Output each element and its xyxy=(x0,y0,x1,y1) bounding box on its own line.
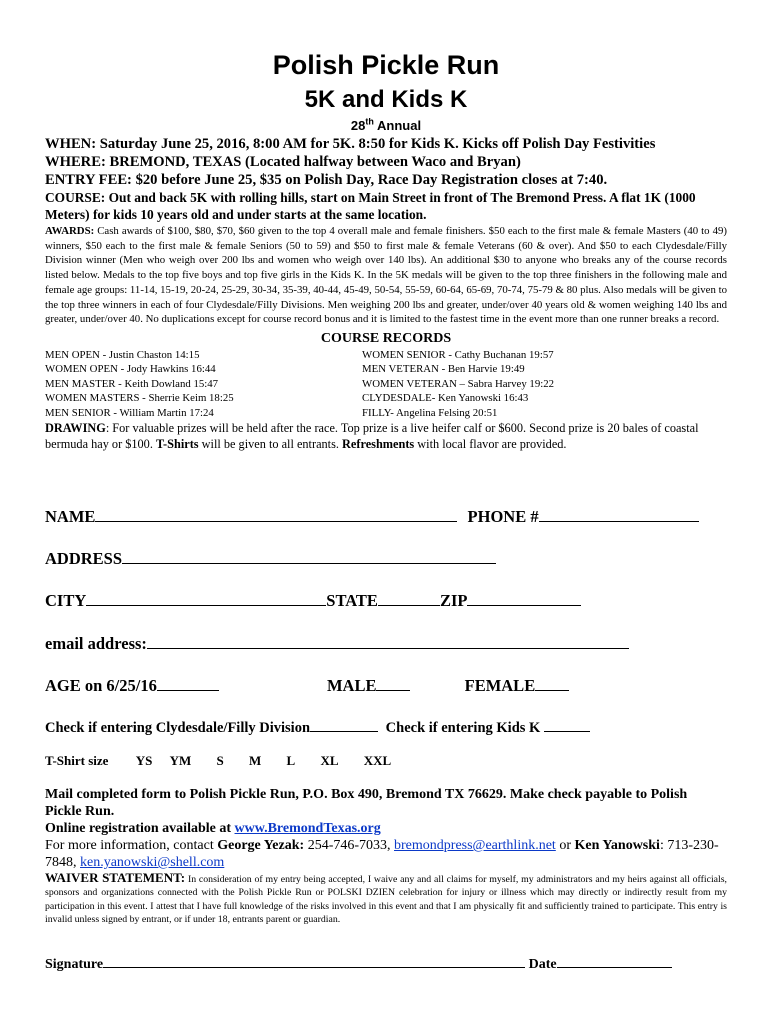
record-item: FILLY- Angelina Felsing 20:51 xyxy=(362,406,498,419)
male-field[interactable] xyxy=(376,675,410,691)
annual-label: 28th Annual xyxy=(350,116,422,133)
address-row xyxy=(45,548,496,569)
date-field[interactable] xyxy=(557,955,672,968)
state-field[interactable] xyxy=(378,590,440,606)
age-field[interactable] xyxy=(157,675,219,691)
size-option-ys[interactable]: YS xyxy=(135,753,153,768)
kidsk-label: Check if entering Kids K xyxy=(385,720,541,736)
records-left-column xyxy=(45,348,362,421)
record-item: WOMEN OPEN - Jody Hawkins 16:44 xyxy=(45,363,216,376)
page-title: Polish Pickle Run xyxy=(272,50,500,80)
signature-row xyxy=(45,955,672,973)
state-label: STATE xyxy=(326,591,378,610)
entry-form-page xyxy=(45,48,727,972)
email-field[interactable] xyxy=(147,633,629,649)
clydesdale-checkbox[interactable] xyxy=(310,716,378,732)
zip-label: ZIP xyxy=(439,591,468,610)
record-item: WOMEN VETERAN – Sabra Harvey 19:22 xyxy=(362,377,555,390)
record-item: MEN OPEN - Justin Chaston 14:15 xyxy=(45,348,200,361)
where-line: WHERE: BREMOND, TEXAS (Located halfway between Waco and Bryan) xyxy=(45,154,521,170)
size-option-ym[interactable]: YM xyxy=(169,753,192,768)
signature-field[interactable] xyxy=(103,955,525,968)
course-records xyxy=(45,348,727,421)
drawing-paragraph: DRAWING: For valuable prizes will be held after the race. Top prize is a live heifer calf or $600. Second prize is 20 bales of coastal bermuda hay or $100. T-Shirts will be given to all entrants. Refreshments with local flavor are provided. xyxy=(45,421,699,452)
size-option-m[interactable]: M xyxy=(248,753,262,768)
name-phone-row xyxy=(45,506,699,527)
city-label: CITY xyxy=(45,591,87,610)
city-state-zip-row xyxy=(45,590,581,611)
address-field[interactable] xyxy=(122,548,496,564)
date-label: Date xyxy=(528,957,557,972)
record-item: CLYDESDALE- Ken Yanowski 16:43 xyxy=(362,392,529,405)
waiver-statement: WAIVER STATEMENT: In consideration of my entry being accepted, I waive any and all claims for myself, my administrators and my heirs against all officials, sponsors and organizations connected with the Polish Pickle Run or POLSKI DZIEN celebration for injury or illness which may directly or indirectly result from my participation in this event. I attest that I have full knowledge of the risks involved in this event and that I am physically fit and sufficiently trained to participate. This entry is invalid unless signed by entrant, or if under 18, entrants parent or guardian. xyxy=(45,870,727,926)
female-field[interactable] xyxy=(535,675,569,691)
website-link[interactable]: www.BremondTexas.org xyxy=(234,821,381,836)
record-item: WOMEN SENIOR - Cathy Buchanan 19:57 xyxy=(362,348,554,361)
division-row xyxy=(45,716,590,737)
online-registration: Online registration available at www.BremondTexas.org xyxy=(45,821,381,836)
contact-info: For more information, contact George Yezak: 254-746-7033, bremondpress@earthlink.net or Ken Yanowski: 713-230-7848, ken.yanowski@shell.com xyxy=(45,838,719,870)
email-label: email address: xyxy=(45,634,147,653)
age-gender-row xyxy=(45,675,569,696)
size-option-l[interactable]: L xyxy=(286,753,296,768)
phone-field[interactable] xyxy=(539,506,699,522)
kidsk-checkbox[interactable] xyxy=(544,716,590,732)
record-item: MEN SENIOR - William Martin 17:24 xyxy=(45,406,214,419)
tshirt-label: T-Shirt size xyxy=(45,753,109,768)
entry-fee-line: ENTRY FEE: $20 before June 25, $35 on Polish Day, Race Day Registration closes at 7:40. xyxy=(45,172,608,188)
clydesdale-label: Check if entering Clydesdale/Filly Division xyxy=(45,720,311,736)
when-line: WHEN: Saturday June 25, 2016, 8:00 AM for 5K. 8:50 for Kids K. Kicks off Polish Day Festivities xyxy=(45,136,656,152)
page-subtitle: 5K and Kids K xyxy=(304,86,468,113)
record-item: MEN MASTER - Keith Dowland 15:47 xyxy=(45,377,219,390)
email-link-bremondpress[interactable]: bremondpress@earthlink.net xyxy=(394,838,556,853)
mail-address: Mail completed form to Polish Pickle Run, P.O. Box 490, Bremond TX 76629. Make check payable to Polish Pickle Run. xyxy=(45,787,688,819)
address-label: ADDRESS xyxy=(45,549,123,568)
size-option-s[interactable]: S xyxy=(216,753,224,768)
phone-label: PHONE # xyxy=(467,507,539,526)
female-label: FEMALE xyxy=(464,676,536,695)
age-label: AGE on 6/25/16 xyxy=(45,676,157,695)
zip-field[interactable] xyxy=(467,590,581,606)
tshirt-row xyxy=(45,753,413,769)
records-right-column xyxy=(362,348,680,421)
awards-paragraph: AWARDS: Cash awards of $100, $80, $70, $60 given to the top 4 overall male and female finishers. $50 each to the first male & female Masters (40 to 49) winners, $50 each to the first male & female Seniors (50 to 59) and $50 to first male & female Veterans (60 & over). And $50 to each Clydesdale/Filly Division winner (Men who weigh over 200 lbs and women who weigh over 140 lbs). An additional $30 to anyone who breaks any of the course records listed below. Medals to the top five boys and top five girls in the Kids K. In the 5K medals will be given to the top three finishers in the following male and female age groups: 11-14, 15-19, 20-24, 25-29, 30-34, 35-39, 40-44, 45-49, 50-54, 55-59, 60-64, 65-69, 70-74, 75-79 & 80 plus. Also medals will be given to the top three winners in each of four Clydesdale/Filly Divisions. Men weighing 200 lbs and greater, under/over 40 years old & women weighing 140 lbs and greater, under/over 40. No duplications except for course record bonus and it is limited to the fastest time in the event more than one runner breaks a record. xyxy=(45,225,727,326)
record-item: WOMEN MASTERS - Sherrie Keim 18:25 xyxy=(45,392,234,405)
signature-label: Signature xyxy=(45,957,104,972)
size-option-xl[interactable]: XL xyxy=(320,753,339,768)
name-label: NAME xyxy=(45,507,96,526)
size-option-xxl[interactable]: XXL xyxy=(363,753,392,768)
name-field[interactable] xyxy=(95,506,457,522)
record-item: MEN VETERAN - Ben Harvie 19:49 xyxy=(362,363,525,376)
event-info xyxy=(45,135,727,223)
male-label: MALE xyxy=(326,676,377,695)
course-records-title: COURSE RECORDS xyxy=(320,330,452,346)
course-line: COURSE: Out and back 5K with rolling hills, start on Main Street in front of The Bremond Press. A flat 1K (1000 Meters) for kids 10 years old and under starts at the same location. xyxy=(45,190,696,222)
city-field[interactable] xyxy=(86,590,326,606)
email-link-yanowski[interactable]: ken.yanowski@shell.com xyxy=(80,855,225,870)
mail-instructions xyxy=(45,786,727,871)
email-row xyxy=(45,633,629,654)
